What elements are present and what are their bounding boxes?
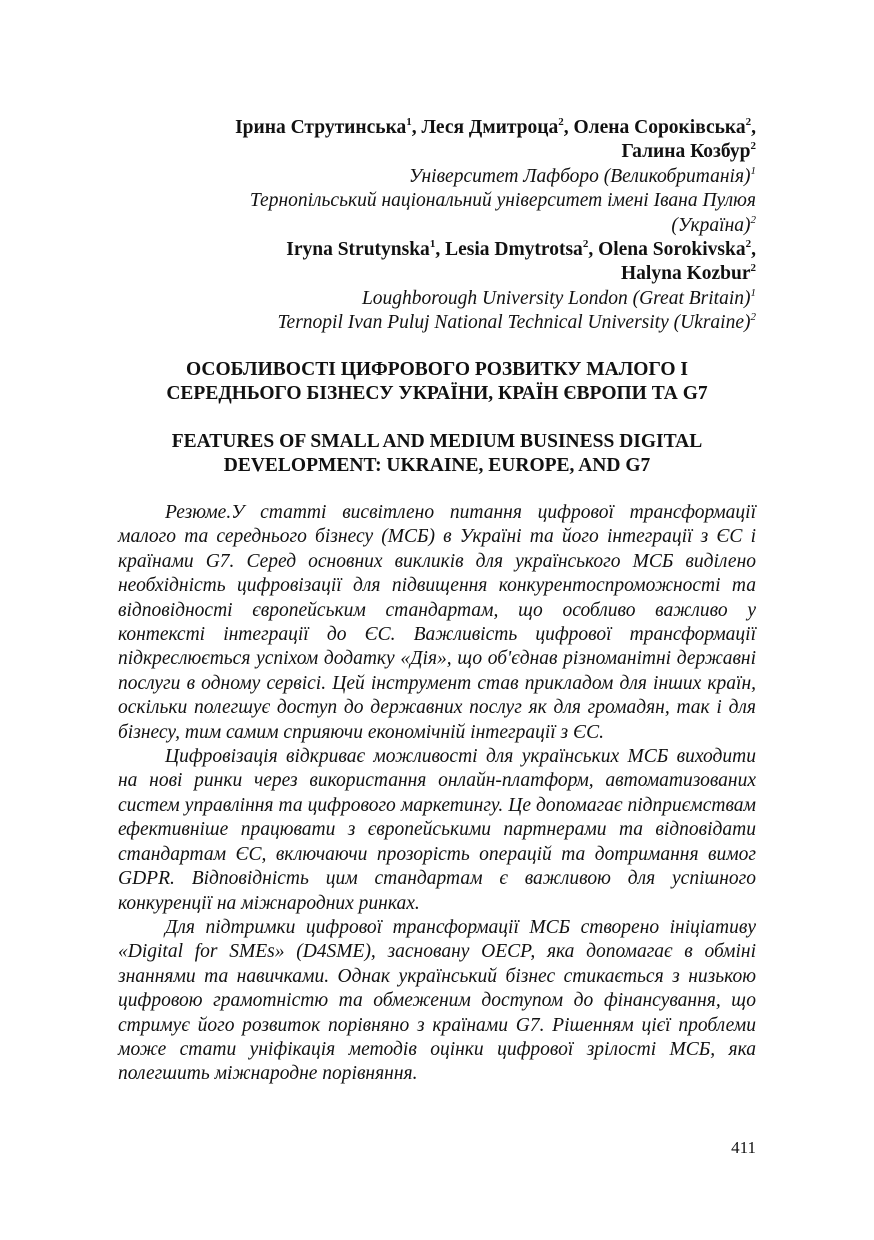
affiliation-en-2 [116,311,756,335]
authors-en-line-2 [116,262,756,286]
author-name: Halyna Kozbur [621,263,751,285]
abstract [118,501,756,1087]
separator: , [563,117,574,138]
affiliation-marker: 1 [429,238,436,251]
affiliation-marker: 2 [750,213,756,226]
author-name: Olena Sorokivska [598,239,746,261]
title-en-line-2: DEVELOPMENT: UKRAINE, EUROPE, AND G7 [223,455,651,477]
abstract-paragraph-3: Для підтримки цифрової трансформації МСБ створено ініціативу «Digital for SMEs» (D4SME), засновану ОЕСР, яка допомагає в обміні знаннями та навичками. Однак український бізнес стикається з низькою цифровою грамотністю та обмеженим доступом до фінансування, що стримує його розвиток порівняно з країнами G7. Рішенням цієї проблеми може стати уніфікація методів оцінки цифрової зрілості МСБ, яка полегшить міжнародне порівняння. [118,916,756,1085]
title-english [118,430,756,479]
page-number: 411 [731,1138,756,1157]
separator: , [751,117,756,138]
author-name: Галина Козбур [621,141,751,163]
author-name: Леся Дмитроца [421,117,559,138]
affiliation-ua-1 [116,165,756,189]
author-block [116,116,756,336]
affiliation-ua-2-line-2 [116,214,756,238]
separator: , [435,239,446,261]
affiliation-text: (Україна) [671,214,751,236]
separator: , [588,239,599,261]
authors-ua-line-2 [116,140,756,164]
affiliation-marker: 2 [582,238,589,251]
authors-ua-line-1 [116,116,756,140]
title-ua-line-1: ОСОБЛИВОСТІ ЦИФРОВОГО РОЗВИТКУ МАЛОГО І [185,359,689,380]
separator: , [411,117,422,138]
affiliation-marker: 2 [745,116,752,128]
affiliation-marker: 2 [750,262,756,275]
title-ua-line-2: СЕРЕДНЬОГО БІЗНЕСУ УКРАЇНИ, КРАЇН ЄВРОПИ ТА G7 [166,383,708,405]
affiliation-marker: 1 [750,286,756,299]
affiliation-marker: 1 [406,116,412,128]
author-name: Lesia Dmytrotsa [445,239,583,261]
affiliation-text: Ternopil Ivan Puluj National Technical University (Ukraine) [277,312,751,334]
affiliation-marker: 1 [750,164,756,177]
separator: , [751,239,756,261]
affiliation-marker: 2 [745,238,752,251]
title-en-line-1: FEATURES OF SMALL AND MEDIUM BUSINESS DIGITAL [171,431,703,452]
affiliation-marker: 2 [750,311,756,324]
author-name: Iryna Strutynska [286,239,430,261]
affiliation-marker: 2 [558,116,564,128]
affiliation-ua-2-line-1: Тернопільський національний університет імені Івана Пулюя [249,190,756,212]
title-ukrainian [118,358,756,407]
abstract-paragraph-1: Резюме.У статті висвітлено питання цифрової трансформації малого та середнього бізнесу (МСБ) в Україні та його інтеграції з ЄС і країнами G7. Серед основних викликів для українського МСБ виділено необхідність цифровізації для підвищення конкурентоспроможності та відповідності європейським стандартам, що особливо важливо у контексті інтеграції до ЄС. Важливість цифрової трансформації підкреслюється успіхом додатку «Дія», що об'єднав різноманітні державні послуги в одному сервісі. Цей інструмент став прикладом для інших країн, оскільки полегшує доступ до державних послуг як для громадян, так і для бізнесу, тим самим сприяючи економічній інтеграції з ЄС. [118,502,756,743]
affiliation-en-1 [116,287,756,311]
abstract-paragraph-2: Цифровізація відкриває можливості для українських МСБ виходити на нові ринки через використання онлайн-платформ, автоматизованих систем управління та цифрового маркетингу. Це допомагає підприємствам ефективніше працювати з європейськими партнерами та відповідати стандартам ЄС, включаючи прозорість операцій та дотримання вимог GDPR. Відповідність цим стандартам є важливою для успішного конкуренції на міжнародних ринках. [118,746,756,914]
affiliation-text: Loughborough University London (Great Britain) [361,287,751,309]
affiliation-text: Університет Лафборо (Великобританія) [408,165,751,187]
affiliation-marker: 2 [750,140,756,153]
author-name: Олена Сороківська [573,117,746,138]
author-name: Ірина Струтинська [235,117,407,138]
authors-en-line-1 [116,238,756,262]
